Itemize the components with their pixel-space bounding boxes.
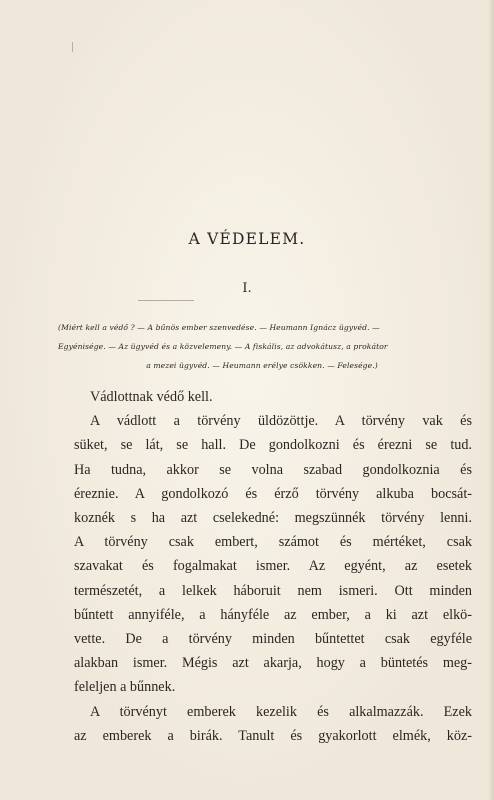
paragraph-line — [74, 482, 472, 506]
line-text: vette. De a törvény minden bűntettet csak egyféle — [74, 631, 472, 648]
paragraph-line — [74, 700, 472, 724]
body-text — [74, 385, 472, 748]
margin-mark — [72, 42, 73, 52]
line-text: Ha tudna, akkor se volna szabad gondolkoznia és — [74, 461, 472, 478]
line-text: éreznie. A gondolkozó és érző törvény alkuba bocsát- — [74, 485, 472, 502]
line-text: Vádlottnak védő kell. — [90, 389, 213, 405]
line-text: természetét, a lelkek háboruit nem ismeri. Ott minden — [74, 582, 472, 599]
line-text: az emberek a birák. Tanult és gyakorlott elmék, köz- — [74, 727, 472, 744]
line-text: A törvényt emberek kezelik és alkalmazzák. Ezek — [90, 703, 472, 720]
paragraph-line — [74, 530, 472, 554]
paragraph-line — [74, 409, 472, 433]
summary-line: Egyénisége. — Az ügyvéd és a közvelemeny. — A fiskális, az advokátusz, a prokátor — [58, 342, 388, 351]
summary-line: a mezei ügyvéd. — Heumann erélye csökken. — Felesége.) — [146, 361, 378, 370]
summary-line: (Miért kell a védő ? — A bűnös ember szenvedése. — Heumann Ignácz ügyvéd. — — [58, 323, 380, 332]
chapter-title: A VÉDELEM. — [188, 230, 306, 248]
line-text: A törvény csak embert, számot és mértéket, csak — [74, 534, 472, 551]
divider-rule — [138, 300, 194, 301]
section-number: I. — [242, 281, 252, 296]
paragraph-line — [74, 651, 472, 675]
paragraph-line — [74, 506, 472, 530]
line-text: A vádlott a törvény üldözöttje. A törvény vak és — [90, 413, 472, 430]
page-edge-shadow — [488, 0, 494, 800]
line-text: bűntett annyiféle, a hányféle az ember, a ki azt elkö- — [74, 606, 472, 623]
paragraph-line — [74, 385, 472, 409]
paragraph-line — [74, 554, 472, 578]
paragraph-line — [74, 579, 472, 603]
line-text: szavakat és fogalmakat ismer. Az egyént, az esetek — [74, 558, 472, 575]
line-text: feleljen a bűnnek. — [74, 679, 176, 696]
paragraph-line — [74, 433, 472, 457]
line-text: koznék s ha azt cselekedné: megszünnék törvény lenni. — [74, 510, 472, 527]
line-text: süket, se lát, se hall. De gondolkozni és érezni se tud. — [74, 437, 472, 454]
paragraph-line — [74, 603, 472, 627]
paragraph-line — [74, 458, 472, 482]
line-text: alakban ismer. Mégis azt akarja, hogy a büntetés meg- — [74, 655, 472, 672]
paragraph-line — [74, 675, 472, 699]
chapter-summary — [58, 318, 478, 375]
paragraph-line — [74, 627, 472, 651]
paragraph-line — [74, 724, 472, 748]
